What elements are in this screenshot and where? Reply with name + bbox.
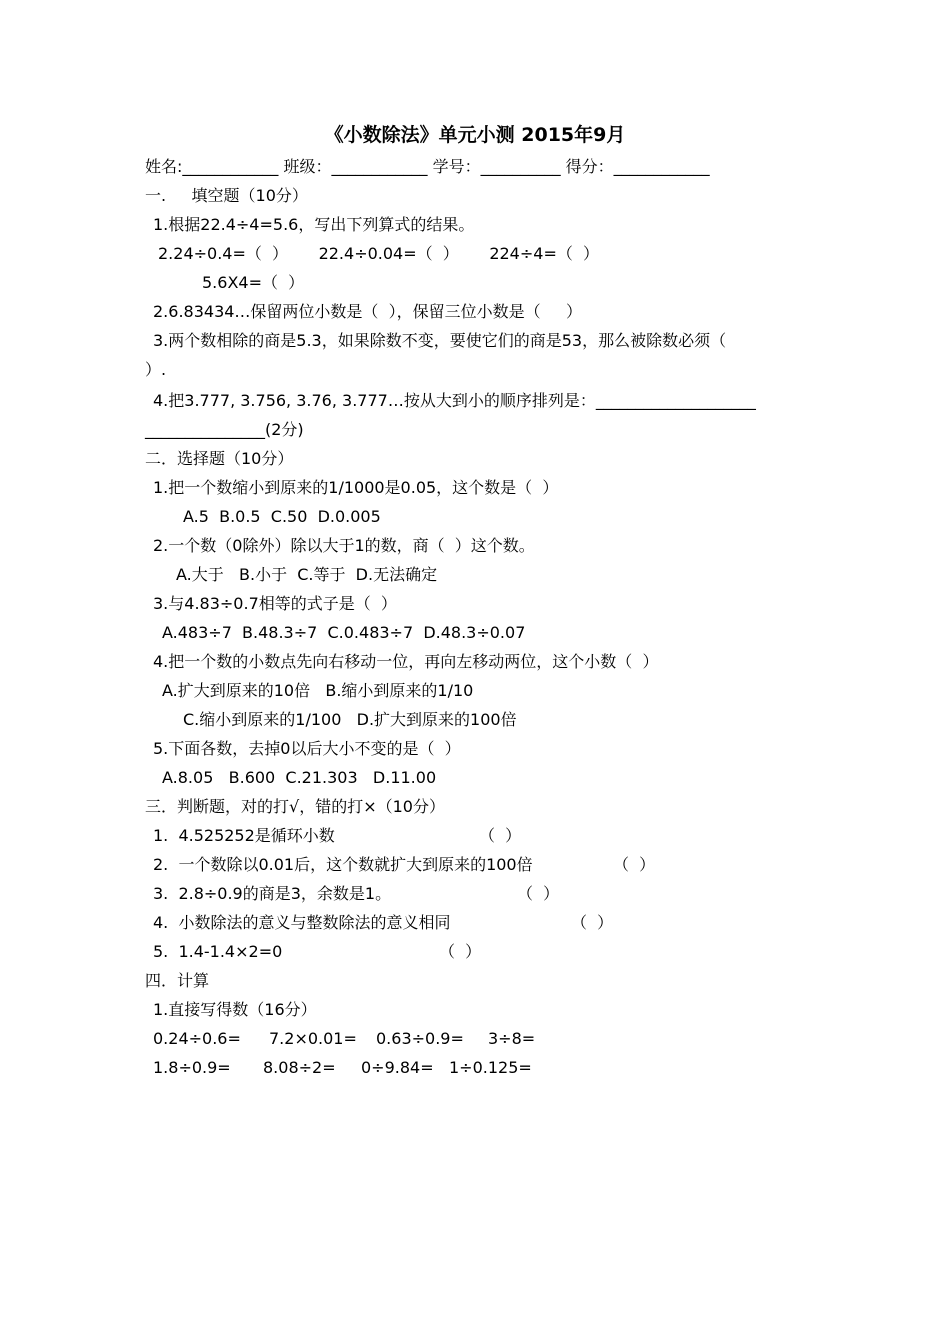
s3-item-3-answer-box: （ ） (517, 884, 560, 903)
s3-item-1-answer-box: （ ） (479, 826, 522, 845)
s1-question-4: 4.把3.777, 3.756, 3.76, 3.777…按从大到小的顺序排列是：____________________ (153, 391, 756, 410)
s2-question-1-options: A.5 B.0.5 C.50 D.0.005 (183, 507, 381, 526)
s3-item-4-text: 4. 小数除法的意义与整数除法的意义相同 (153, 913, 451, 932)
s3-item-2-text: 2. 一个数除以0.01后，这个数就扩大到原来的100倍 (153, 855, 533, 874)
s1-question-3-continued: ）. (145, 360, 167, 379)
s3-item-5-text: 5. 1.4-1.4×2=0 (153, 942, 283, 961)
s1-question-2: 2.6.83434…保留两位小数是（ ），保留三位小数是（ ） (153, 302, 583, 321)
calc-item: 7.2×0.01= (269, 1029, 357, 1048)
s1-question-1-items-b: 5.6X4=（ ） (202, 273, 305, 292)
calc-item: 1.8÷0.9= (153, 1058, 231, 1077)
s3-item-5-answer-box: （ ） (439, 942, 482, 961)
s2-question-4-options-b: C.缩小到原来的1/100 D.扩大到原来的100倍 (183, 710, 517, 729)
calc-item: 0÷9.84= (361, 1058, 434, 1077)
calc-item: 1÷0.125= (449, 1058, 532, 1077)
calc-item: 0.63÷0.9= (376, 1029, 464, 1048)
s1-question-3: 3.两个数相除的商是5.3，如果除数不变，要使它们的商是53，那么被除数必须（ (153, 331, 727, 350)
calc-item: 3÷8= (488, 1029, 536, 1048)
section-3-heading: 三．判断题，对的打√，错的打×（10分） (145, 797, 445, 816)
s2-question-2-options: A.大于 B.小于 C.等于 D.无法确定 (176, 565, 438, 584)
s1-question-1: 1.根据22.4÷4=5.6，写出下列算式的结果。 (153, 215, 475, 234)
section-2-heading: 二．选择题（10分） (145, 449, 294, 468)
s3-item-1-text: 1. 4.525252是循环小数 (153, 826, 335, 845)
s1-question-1-items-a: 2.24÷0.4=（ ） 22.4÷0.04=（ ） 224÷4=（ ） (158, 244, 600, 263)
calc-item: 0.24÷0.6= (153, 1029, 241, 1048)
calc-item: 8.08÷2= (263, 1058, 336, 1077)
s2-question-1: 1.把一个数缩小到原来的1/1000是0.05，这个数是（ ） (153, 478, 559, 497)
s1-question-4-continued: _______________(2分) (145, 420, 304, 439)
s2-question-4-options-a: A.扩大到原来的10倍 B.缩小到原来的1/10 (162, 681, 474, 700)
page-title: 《小数除法》单元小测 2015年9月 (324, 124, 626, 146)
s2-question-5: 5.下面各数，去掉0以后大小不变的是（ ） (153, 739, 461, 758)
s2-question-2: 2.一个数（0除外）除以大于1的数，商（ ）这个数。 (153, 536, 535, 555)
s2-question-5-options: A.8.05 B.600 C.21.303 D.11.00 (162, 768, 437, 787)
s3-item-3-text: 3. 2.8÷0.9的商是3，余数是1。 (153, 884, 392, 903)
s3-item-2-answer-box: （ ） (613, 855, 656, 874)
s2-question-4: 4.把一个数的小数点先向右移动一位，再向左移动两位，这个小数（ ） (153, 652, 659, 671)
s3-item-4-answer-box: （ ） (571, 913, 614, 932)
s2-question-3: 3.与4.83÷0.7相等的式子是（ ） (153, 594, 397, 613)
s2-question-3-options: A.483÷7 B.48.3÷7 C.0.483÷7 D.48.3÷0.07 (162, 623, 526, 642)
s4-subheading-1: 1.直接写得数（16分） (153, 1000, 317, 1019)
section-1-heading: 一. 填空题（10分） (145, 186, 308, 205)
section-4-heading: 四．计算 (145, 971, 210, 990)
student-info-line: 姓名:____________ 班级：____________ 学号：__________ 得分：____________ (145, 157, 710, 176)
